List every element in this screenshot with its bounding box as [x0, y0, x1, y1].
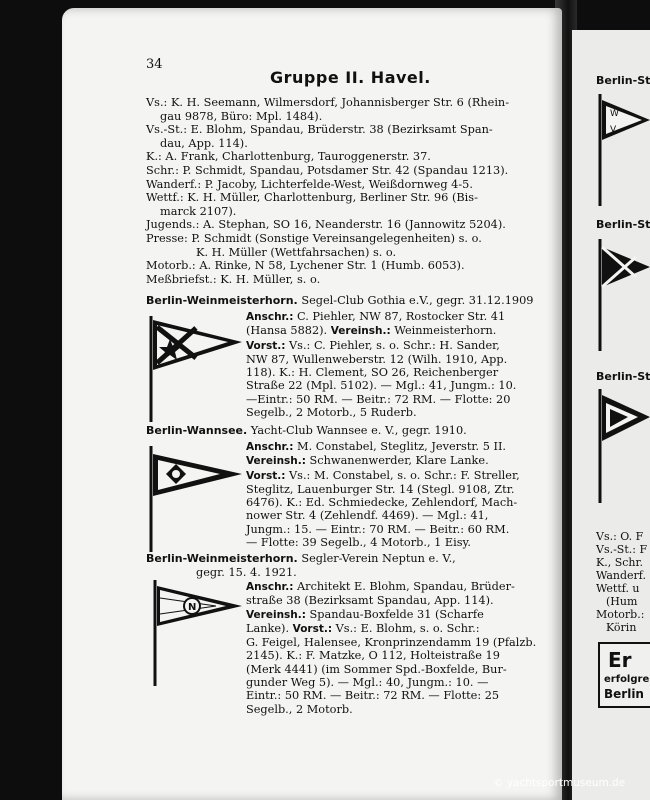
page-number: 34 [146, 57, 163, 72]
svg-text:N: N [188, 602, 197, 613]
club-3-founded: gegr. 15. 4. 1921. [196, 566, 297, 579]
officer-line: Motorb.: A. Rinke, N 58, Lychener Str. 1 (Humb. 6053). [146, 259, 465, 273]
right-line-4: Wanderf. [596, 569, 646, 582]
club-3-name: Segler-Verein Neptun e. V., [301, 552, 456, 565]
right-line-6: (Hum [606, 595, 638, 608]
officer-line: Vs.: K. H. Seemann, Wilmersdorf, Johannisberger Str. 6 (Rhein- [146, 96, 510, 109]
club-3-heading [146, 552, 456, 565]
advertisement-box [598, 642, 650, 708]
label: Vereinsh.: [246, 455, 306, 468]
officer-line: marck 2107). [160, 204, 237, 218]
club-1-name: Segel-Club Gothia e.V., gegr. 31.12.1909 [301, 294, 534, 307]
right-line-8: Körin [606, 621, 637, 634]
officer-line: gau 9878, Büro: Mpl. 1484). [160, 109, 323, 123]
label: Anschr.: [246, 311, 294, 323]
officer-line: Vs.-St.: E. Blohm, Spandau, Brüderstr. 38 (Bezirksamt Span- [146, 123, 493, 137]
label: Vorst.: [292, 622, 333, 635]
group-title: Gruppe II. Havel. [270, 68, 431, 87]
officer-line: Meßbriefst.: K. H. Müller, s. o. [146, 272, 321, 286]
right-page-header-3: Berlin-St [596, 370, 650, 383]
svg-text:V: V [610, 125, 617, 135]
officer-line: dau, App. 114). [160, 136, 248, 150]
label: Vereinsh.: [330, 325, 391, 338]
right-line-1: Vs.: O. F [596, 530, 644, 543]
club-3-location: Berlin-Weinmeisterhorn. [146, 552, 298, 565]
club-2-details: Anschr.: M. Constabel, Steglitz, Jeverstr. 5 II. Vereinsh.: Schwanenwerder, Klare Lanke. Vorst.: Vs.: M. Constabel, s. o. Schr.: F. Streller, Steglitz, Lauenburger Str. 14 (Stegl. 9108, Ztr. 6476). K.: Ed. Schmiedecke, Zehlendorf, Mach- nower Str. 4 (Zehlendf. 4469). — Mgl.: 41, Jungm.: 15. — Eintr.: 70 RM. — Beitr.: 60 RM. — Flotte: 39 Segelb., 4 Motorb., 1 Eisy. [246, 440, 520, 550]
right-flag-3 [596, 385, 650, 505]
right-flag-1 [596, 90, 650, 208]
officer-line: Presse: P. Schmidt (Sonstige Vereinsangelegenheiten) s. o. [146, 231, 482, 245]
club-2-heading [146, 424, 467, 437]
watermark: © yachtsportmuseum.de [493, 777, 626, 789]
svg-text:W: W [610, 109, 619, 119]
right-page-header-1: Berlin-St [596, 74, 650, 87]
right-line-2: Vs.-St.: F [596, 543, 648, 556]
right-line-5: Wettf. u [596, 582, 640, 595]
club-1-details: Anschr.: C. Piehler, NW 87, Rostocker Str. 41 (Hansa 5882). Vereinsh.: Weinmeisterhorn. Vorst.: Vs.: C. Piehler, s. o. Schr.: H. Sander, NW 87, Wullenweberstr. 12 (Wilh. 1910, App. 118). K.: H. Clement, SO 26, Reichenberger Straße 22 (Mpl. 5102). — Mgl.: 41, Jungm.: 10. —Eintr.: 50 RM. — Beitr.: 72 RM. — Flotte: 20 Segelb., 2 Motorb., 5 Ruderb. [246, 310, 517, 420]
label: Vorst.: [246, 339, 286, 352]
ad-line-1: Er [608, 648, 632, 672]
club-2-location: Berlin-Wannsee. [146, 424, 248, 437]
club-1-pennant-icon [146, 314, 246, 424]
officers-list [146, 96, 546, 286]
officer-line: K.: A. Frank, Charlottenburg, Tauroggenerstr. 37. [146, 150, 431, 164]
ad-line-3: Berlin [604, 687, 644, 701]
right-page [572, 30, 650, 800]
right-line-7: Motorb.: [596, 608, 645, 621]
club-1-heading [146, 294, 533, 307]
club-3-pennant-icon [146, 578, 246, 688]
officer-line: Wanderf.: P. Jacoby, Lichterfelde-West, Weißdornweg 4-5. [146, 177, 473, 191]
right-page-header-2: Berlin-St [596, 218, 650, 231]
officer-line: Wettf.: K. H. Müller, Charlottenburg, Berliner Str. 96 (Bis- [146, 191, 478, 205]
label: Anschr.: [246, 581, 294, 593]
ad-line-2: erfolgre [604, 674, 650, 685]
label: Vorst.: [246, 469, 286, 482]
club-3-details: Anschr.: Architekt E. Blohm, Spandau, Brüder- straße 38 (Bezirksamt Spandau, App. 114). Vereinsh.: Spandau-Boxfelde 31 (Scharfe Lanke). Vorst.: Vs.: E. Blohm, s. o. Schr.: G. Feigel, Halensee, Kronprinzendamm 19 (Pfalzb. 2145). K.: F. Matzke, O 112, Holteistraße 19 (Merk 4441) (im Sommer Spd.-Boxfelde, Bur- gunder Weg 5). — Mgl.: 40, Jungm.: 10. — Eintr.: 50 RM. — Beitr.: 72 RM. — Flotte: 25 Segelb., 2 Motorb. [246, 580, 537, 716]
right-flag-2 [596, 235, 650, 353]
label: Vereinsh.: [246, 608, 306, 621]
club-2-pennant-icon [146, 444, 246, 554]
officer-line: Schr.: P. Schmidt, Spandau, Potsdamer Str. 42 (Spandau 1213). [146, 163, 509, 177]
officer-line: K. H. Müller (Wettfahrsachen) s. o. [196, 245, 397, 259]
officer-line: Jugends.: A. Stephan, SO 16, Neanderstr. 16 (Jannowitz 5204). [146, 218, 506, 232]
label: Anschr.: [246, 441, 294, 453]
club-1-location: Berlin-Weinmeisterhorn. [146, 294, 298, 307]
right-line-3: K., Schr. [596, 556, 644, 569]
club-2-name: Yacht-Club Wannsee e. V., gegr. 1910. [250, 424, 467, 437]
